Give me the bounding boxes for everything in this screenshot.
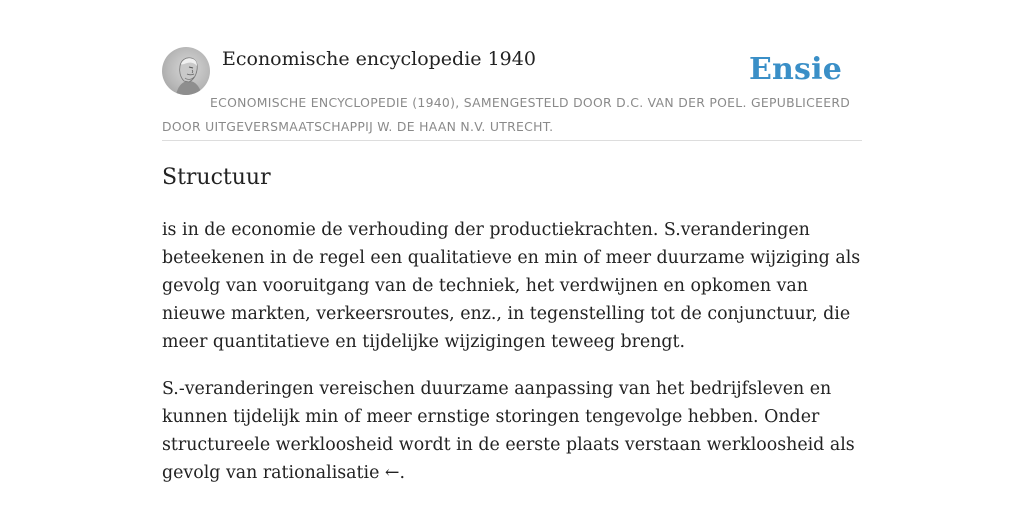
article-paragraph: S.-veranderingen vereischen duurzame aanpassing van het bedrijfsleven en kunnen tijdelijk min of meer ernstige storingen tengevolge hebben. Onder structureele werkloosheid wordt in de eerste plaats verstaan werkloosheid als gevolg van rationalisatie ←. [162, 379, 855, 483]
page-header-wrapper [162, 46, 862, 141]
author-portrait-icon[interactable] [162, 47, 210, 95]
source-note: ECONOMISCHE ENCYCLOPEDIE (1940), SAMENGESTELD DOOR D.C. VAN DER POEL. GEPUBLICEERD DOOR UITGEVERSMAATSCHAPPIJ W. DE HAAN N.V. UTRECHT. [162, 95, 851, 134]
brand-logo[interactable]: Ensie [748, 52, 842, 87]
header [162, 46, 862, 141]
author-portrait-svg [162, 47, 210, 95]
book-title[interactable]: Economische encyclopedie 1940 [222, 48, 536, 70]
article-title: Structuur [162, 165, 271, 190]
article-body [162, 216, 862, 506]
article-paragraph: is in de economie de verhouding der productiekrachten. S.veranderingen beteekenen in de regel een qualitatieve en min of meer duurzame wijziging als gevolg van vooruitgang van de techniek, het verdwijnen en opkomen van nieuwe markten, verkeersroutes, enz., in tegenstelling tot de conjunctuur, die meer quantitatieve en tijdelijke wijzigingen teweeg brengt. [162, 220, 861, 352]
